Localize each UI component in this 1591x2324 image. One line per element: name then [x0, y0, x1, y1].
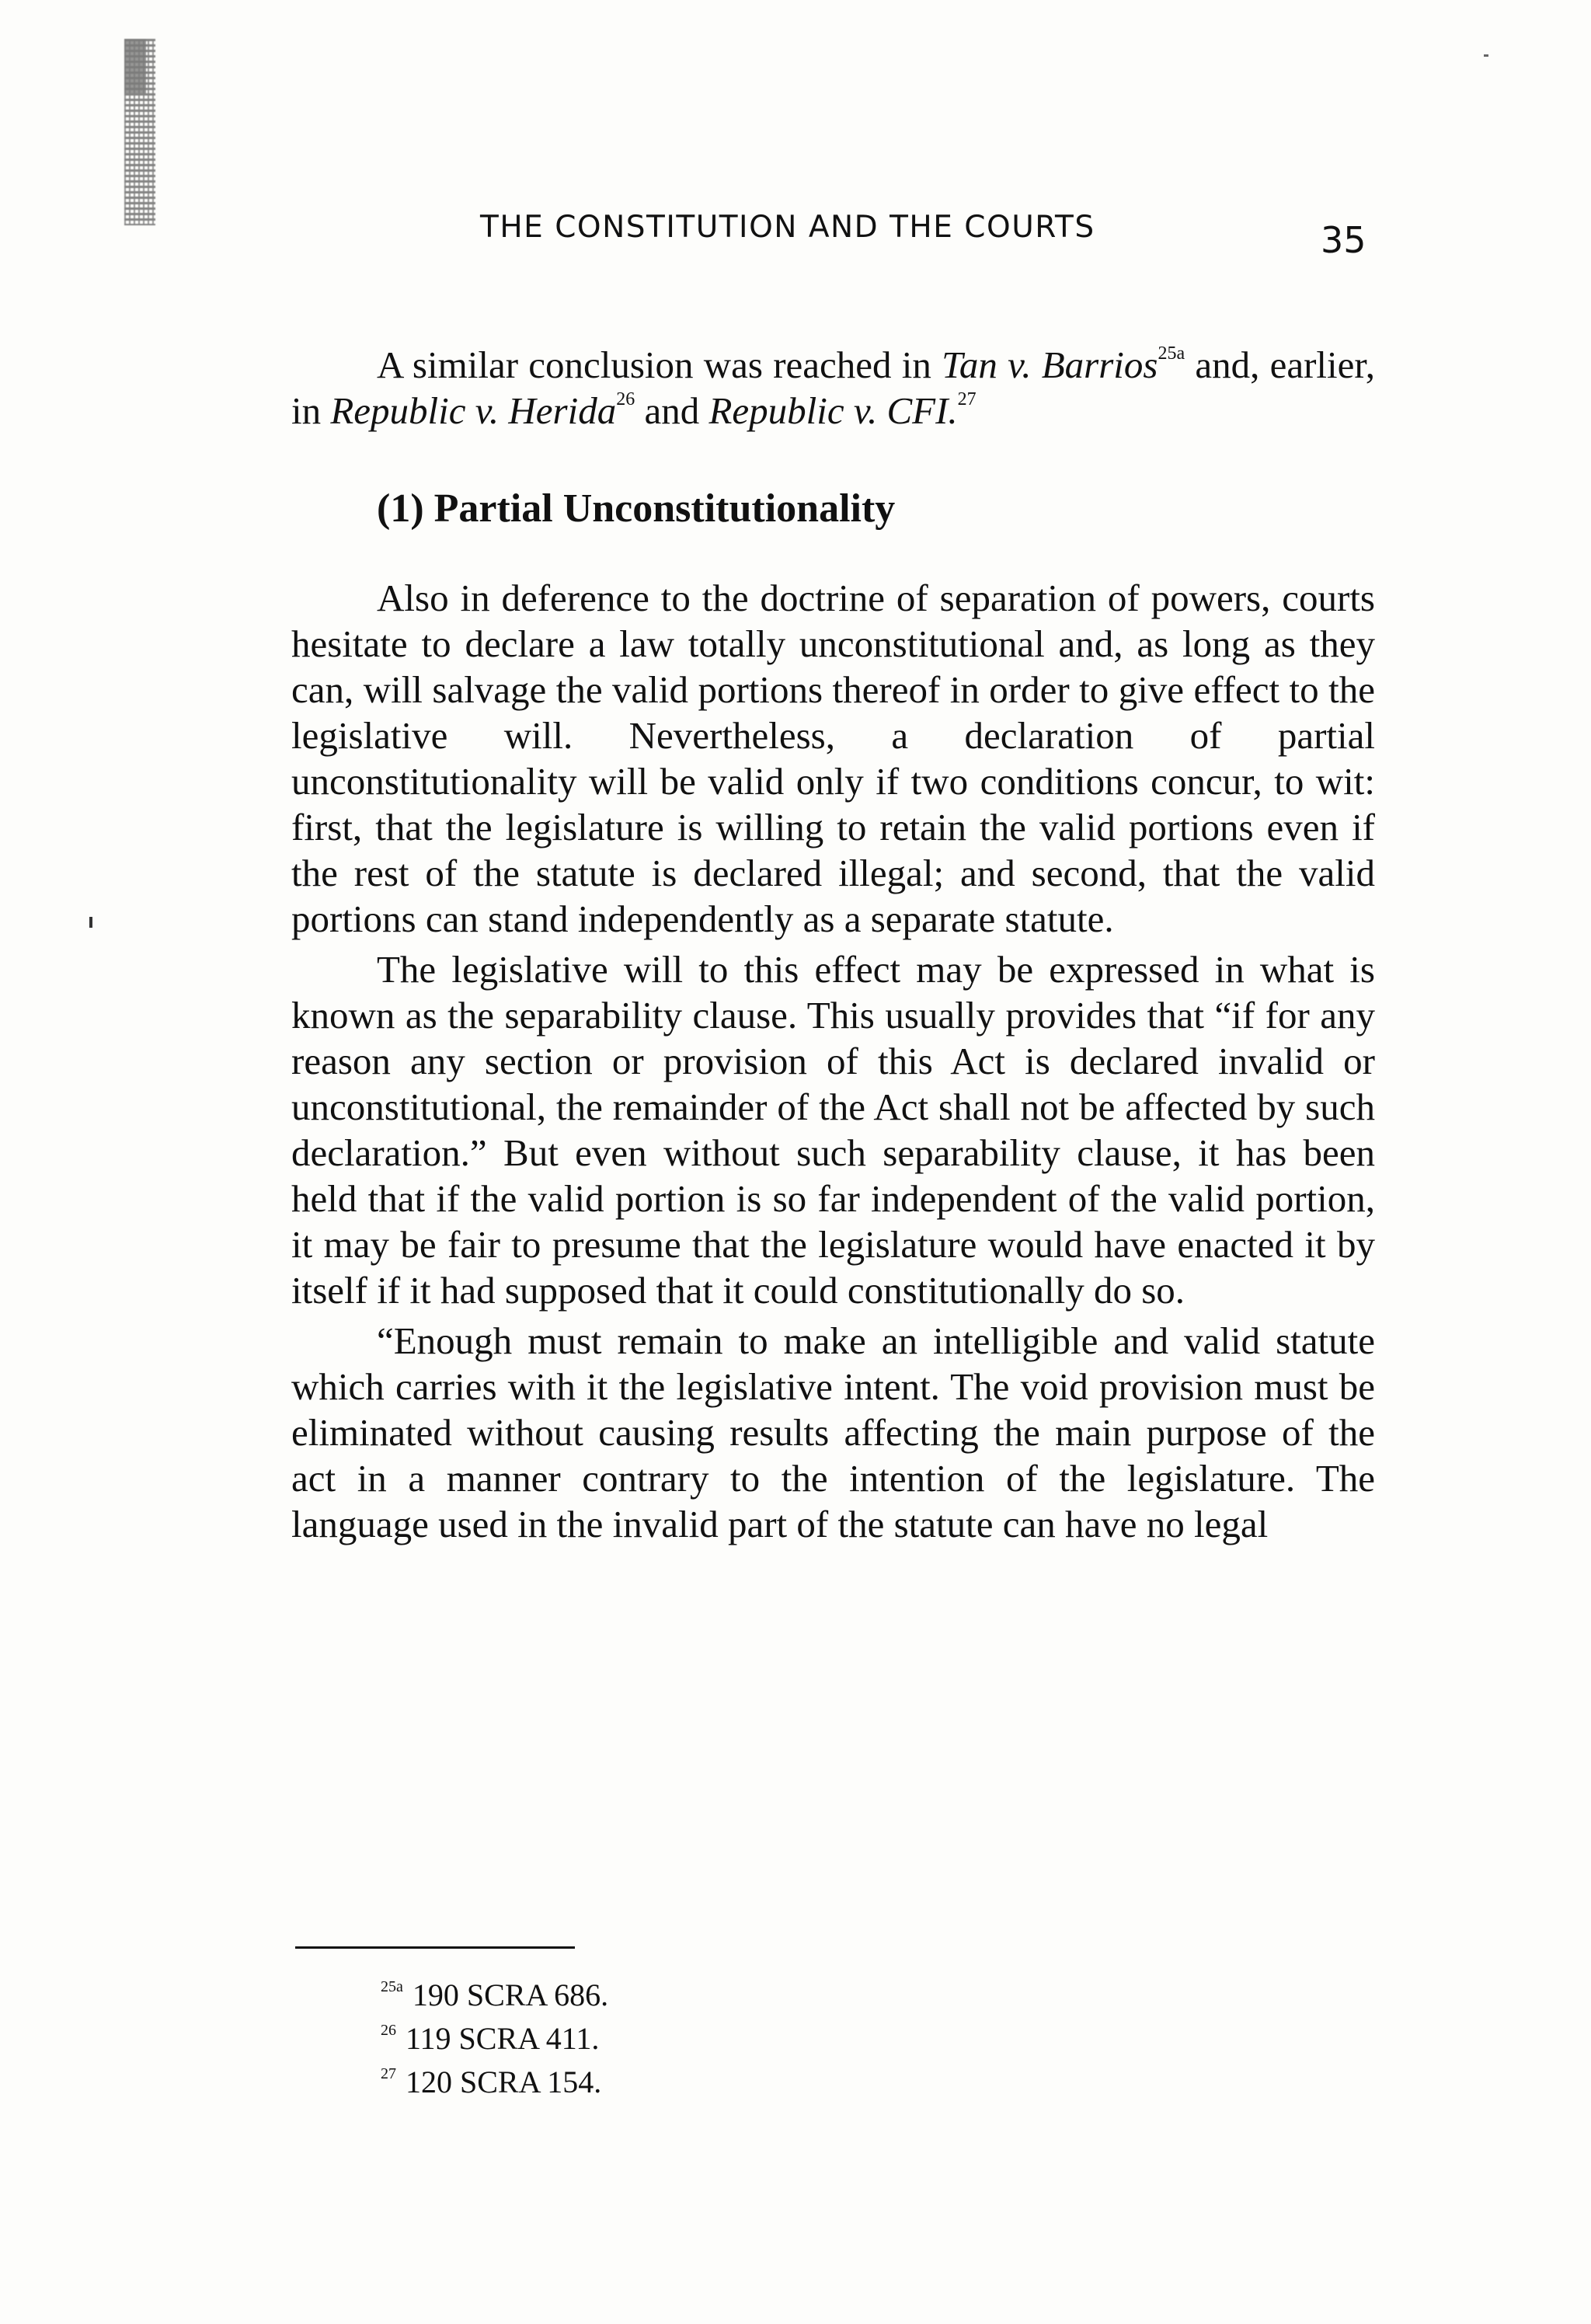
footnote-mark: 26 — [381, 2022, 396, 2039]
running-header: THE CONSTITUTION AND THE COURTS — [480, 210, 1095, 245]
case-citation-cfi: Republic v. CFI. — [708, 389, 958, 432]
footnote-ref-25a: 25a — [1158, 343, 1185, 364]
footnote-item — [381, 1974, 608, 2017]
paragraph: “Enough must remain to make an intelligible and valid statute which carries with it the legislative intent. The void provision must be eliminated without causing results affecting the main purpose of the act in a manner contrary to the intention of the legislature. The language used in the invalid part of the statute can have no legal — [291, 1319, 1375, 1545]
footnote-rule — [295, 1946, 575, 1949]
intro-text-3: and — [635, 389, 709, 432]
footnote-ref-27: 27 — [957, 389, 977, 409]
page-number: 35 — [1321, 219, 1366, 261]
scan-speck — [1484, 54, 1488, 57]
paragraph: The legislative will to this effect may be expressed in what is known as the separability clause. This usually provides that “if for any reason any section or provision of this Act is declared invalid or unconstitutional, the remainder of the Act shall not be affected by such declaration.” But even without such separability clause, it has been held that if the valid portion is so far independent of the valid portion, it may be fair to presume that the legislature would have enacted it by itself if it had supposed that it could constitutionally do so. — [291, 948, 1375, 1312]
footnote-mark: 25a — [381, 1978, 403, 1995]
footnote-text: 190 SCRA 686. — [412, 1977, 609, 2012]
section-heading: (1) Partial Unconstitutionality — [377, 486, 896, 531]
footnotes — [381, 1974, 608, 2104]
paragraph: Also in deference to the doctrine of separation of powers, courts hesitate to declare a law totally unconstitutional and, as long as they can, will salvage the valid portions thereof in order to give effect to the legislative will. Nevertheless, a declaration of partial unconstitutionality will be valid only if two conditions concur, to wit: first, that the legislature is willing to retain the valid portions even if the rest of the statute is declared illegal; and second, that the valid portions can stand independently as a separate statute. — [291, 577, 1375, 940]
footnote-item — [381, 2061, 608, 2104]
margin-mark — [89, 917, 92, 928]
case-citation-herida: Republic v. Herida — [330, 389, 617, 432]
footnote-item — [381, 2017, 608, 2061]
intro-text-2: and, earlier, in — [291, 343, 1375, 432]
intro-text-1: A similar conclusion was reached in — [377, 343, 942, 386]
intro-paragraph — [291, 342, 1375, 434]
scan-artifact — [124, 39, 155, 225]
footnote-text: 120 SCRA 154. — [406, 2064, 602, 2099]
main-text — [291, 575, 1375, 1547]
footnote-ref-26: 26 — [616, 389, 635, 409]
footnote-mark: 27 — [381, 2065, 396, 2082]
footnote-text: 119 SCRA 411. — [406, 2021, 600, 2056]
case-citation-tan: Tan v. Barrios — [942, 343, 1158, 386]
